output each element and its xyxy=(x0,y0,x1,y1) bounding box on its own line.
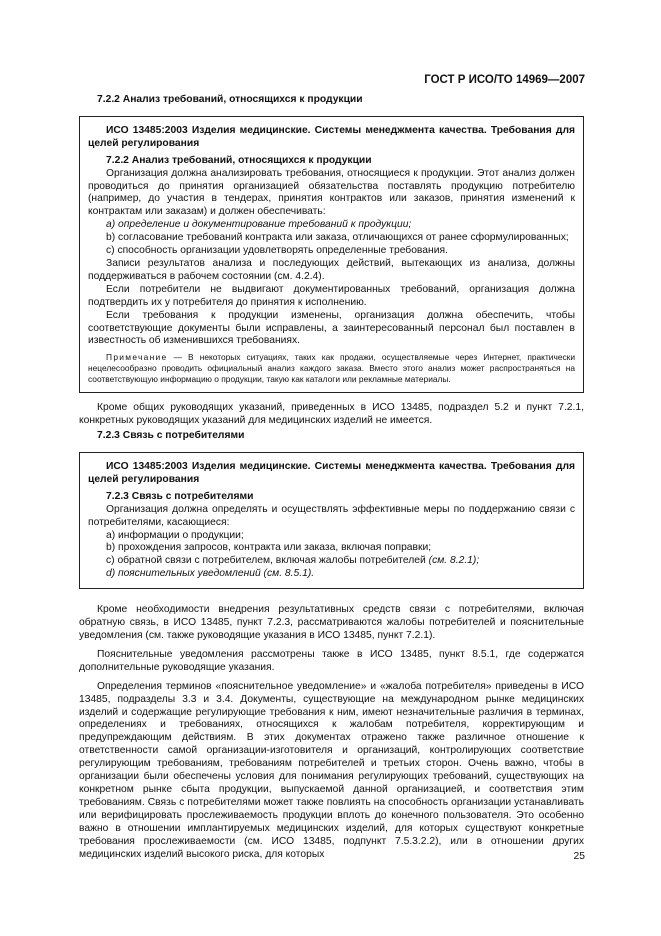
list-item: с) способность организации удовлетворять определенные требования. xyxy=(106,245,448,257)
section-heading-7-2-2: 7.2.2 Анализ требований, относящихся к продукции xyxy=(97,94,363,105)
document-code: ГОСТ Р ИСО/ТО 14969—2007 xyxy=(424,74,585,86)
quote-title: ИСО 13485:2003 Изделия медицинские. Системы менеджмента качества. Требования для целей регулирования xyxy=(88,124,575,149)
page-number: 25 xyxy=(573,851,585,862)
quote-paragraph: Если требования к продукции изменены, организация должна обеспечить, чтобы соответствующие документы были исправлены, а заинтересованный персонал был поставлен в известность об изменившихся требованиях. xyxy=(88,309,575,347)
quote-title: ИСО 13485:2003 Изделия медицинские. Системы менеджмента качества. Требования для целей регулирования xyxy=(88,461,575,485)
list-item: d) пояснительных уведомлений (см. 8.5.1). xyxy=(106,568,315,580)
body-paragraph: Пояснительные уведомления рассмотрены также в ИСО 13485, пункт 8.5.1, где содержатся дополнительные руководящие указания. xyxy=(79,648,584,673)
quote-subheading: 7.2.3 Связь с потребителями xyxy=(106,490,254,502)
quote-paragraph: Организация должна анализировать требования, относящиеся к продукции. Этот анализ должен проводиться до принятия организацией обязательства поставлять продукцию потребителю (например, до участия в тендерах, принятия контрактов или заказов, принятия изменений к контрактам или заказам) и должен обеспечивать: xyxy=(88,167,575,218)
body-paragraph: Определения терминов «пояснительное уведомление» и «жалоба потребителя» приведены в ИСО 13485, подразделы 3.3 и 3.4. Документы, существующие на международном рынке медицинских изделий и содержащие регулирующие требования к ним, имеют незначительные различия в терминах, определениях и требованиях, относящихся к жалобам потребителя, корректирующим и предупреждающим действиям. В этих документах отражено также различное отношение к ответственности самой организации-изготовителя и организаций, контролирующих соответствие регулирующим требованиям, требованиям потребителей и третьих сторон. Очень важно, чтобы в организации были обеспечены условия для понимания регулирующих требований, существующих на конкретном рынке сбыта продукции, выпускаемой данной организацией, и соответствия этим требованиям. Связь с потребителями может также повлиять на способность организации устанавливать или верифицировать прослеживаемость продукции вплоть до конечного пользователя. Это особенно важно в отношении имплантируемых медицинских изделий, для которых существуют конкретные требования прослеживаемости (см. ИСО 13485, подпункт 7.5.3.2.2), или в отношении других медицинских изделий высокого риска, для которых xyxy=(79,680,584,860)
quote-box-7-2-3 xyxy=(79,452,584,589)
note-text: — В некоторых ситуациях, таких как продажи, осуществляемые через Интернет, практически нецелесообразно проводить официальный анализ каждого заказа. Вместо этого анализ может распространяться на соответствующую информацию о продукции, такую как каталоги или рекламные материалы. xyxy=(88,352,576,385)
quote-box-7-2-2 xyxy=(79,116,584,393)
note xyxy=(88,352,575,385)
list-item-reference: (см. 8.2.1); xyxy=(428,555,480,567)
quote-paragraph: Записи результатов анализа и последующих действий, вытекающих из анализа, должны поддерживаться в рабочем состоянии (см. 4.2.4). xyxy=(88,257,575,282)
section-heading-7-2-3: 7.2.3 Связь с потребителями xyxy=(97,430,245,442)
quote-paragraph: Организация должна определять и осуществлять эффективные меры по поддержанию связи с потребителями, касающиеся: xyxy=(88,503,575,528)
body-paragraph: Кроме необходимости внедрения результативных средств связи с потребителями, включая обратную связь, в ИСО 13485, пункт 7.2.3, рассматриваются жалобы потребителей и пояснительные уведомления (см. также руководящие указания в ИСО 13485, пункт 7.2.1). xyxy=(79,604,584,641)
list-item: а) информации о продукции; xyxy=(106,529,244,541)
page-content xyxy=(79,94,584,861)
list-item-text: с) обратной связи с потребителем, включая жалобы потребителей xyxy=(106,555,426,567)
list-item: а) определение и документирование требований к продукции; xyxy=(106,219,412,231)
list-item xyxy=(88,555,575,568)
quote-subheading: 7.2.2 Анализ требований, относящихся к продукции xyxy=(106,154,372,166)
body-paragraph: Кроме общих руководящих указаний, приведенных в ИСО 13485, подраздел 5.2 и пункт 7.2.1, конкретных руководящих указаний для медицинских изделий не имеется. xyxy=(79,402,584,427)
note-label: Примечание xyxy=(106,352,168,363)
list-item: b) согласование требований контракта или заказа, отличающихся от ранее сформулированных; xyxy=(106,232,569,244)
quote-paragraph: Если потребители не выдвигают документированных требований, организация должна подтвердить их у потребителя до принятия к исполнению. xyxy=(88,283,575,308)
list-item: b) прохождения запросов, контракта или заказа, включая поправки; xyxy=(106,542,432,554)
